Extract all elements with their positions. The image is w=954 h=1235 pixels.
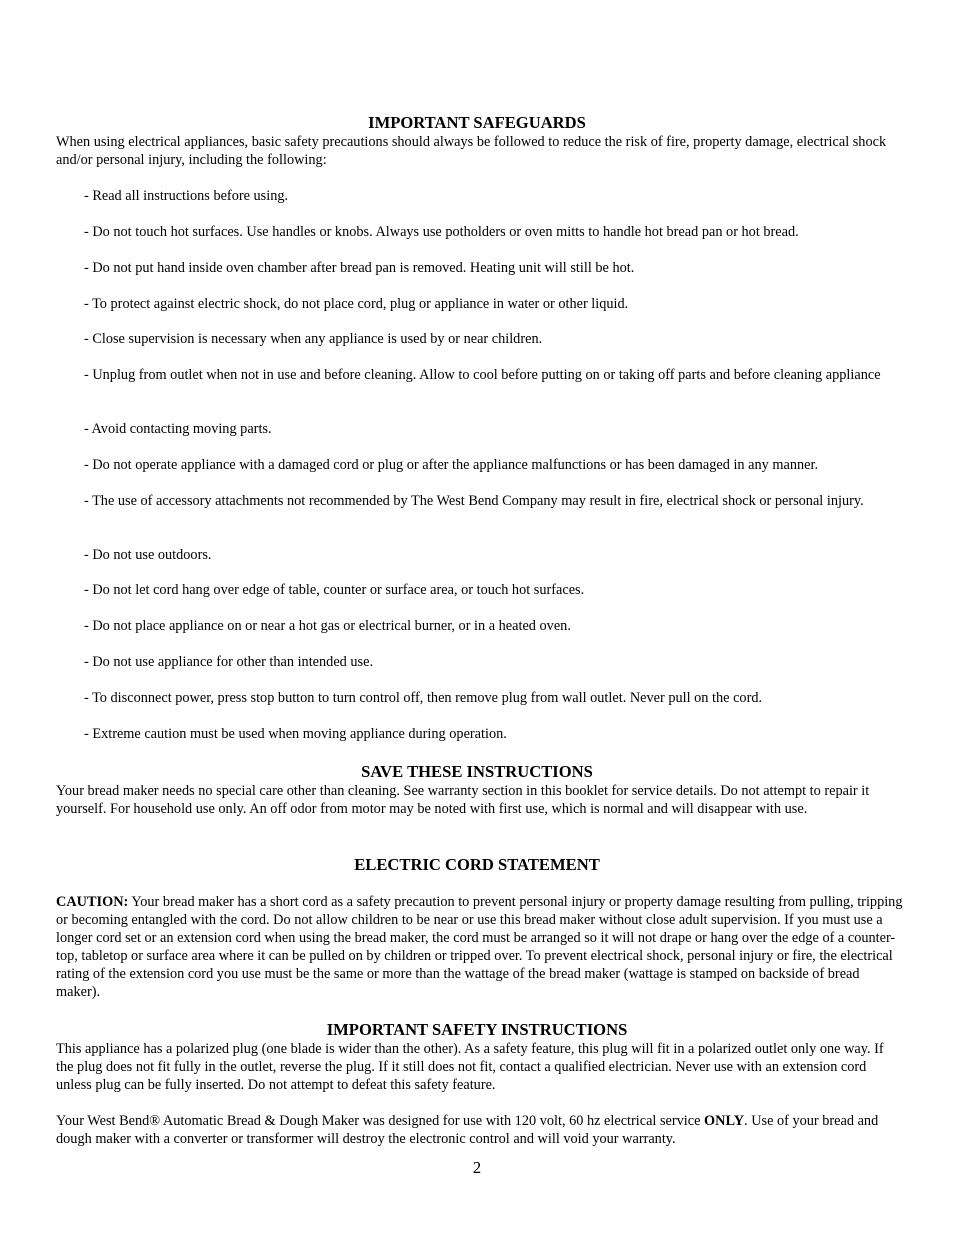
save-instructions-heading: SAVE THESE INSTRUCTIONS [361,762,593,781]
cord-statement-body [56,893,904,1001]
page-number: 2 [472,1158,482,1177]
safeguard-item: - Do not use outdoors. [84,547,212,563]
safeguards-heading: IMPORTANT SAFEGUARDS [368,113,586,132]
safeguard-item: - Read all instructions before using. [84,188,289,204]
safeguard-item: - To protect against electric shock, do not place cord, plug or appliance in water or other liquid. [84,296,629,312]
save-instructions-body: Your bread maker needs no special care other than cleaning. See warranty section in this booklet for service details. Do not attempt to repair it yourself. For household use only. An off odor from motor may be noted with first use, which is normal and will disappear with use. [56,783,870,817]
safeguard-item: - Do not put hand inside oven chamber after bread pan is removed. Heating unit will still be hot. [84,260,635,276]
caution-label: CAUTION: [56,894,129,910]
safeguard-item: - Do not use appliance for other than intended use. [84,654,374,670]
safeguard-item: - The use of accessory attachments not recommended by The West Bend Company may result in fire, electrical shock or personal injury. [84,493,864,509]
cord-statement-text: Your bread maker has a short cord as a safety precaution to prevent personal injury or property damage resulting from pulling, tripping or becoming entangled with the cord. Do not allow children to be near or use this bread maker without close adult supervision. If you must use a longer cord set or an extension cord when using the bread maker, the cord must be arranged so it will not drape or hang over the edge of a counter-top, tabletop or surface area where it can be pulled on by children or tripped over. To prevent electrical shock, personal injury or fire, the electrical rating of the extension cord you use must be the same or more than the wattage of the bread maker (wattage is stamped on backside of bread maker). [56,894,903,1000]
cord-statement-heading: ELECTRIC CORD STATEMENT [354,855,600,874]
safeguard-item: - To disconnect power, press stop button to turn control off, then remove plug from wall outlet. Never pull on the cord. [84,690,763,706]
safeguard-item: - Close supervision is necessary when any appliance is used by or near children. [84,331,543,347]
electrical-service-emphasis: ONLY [704,1113,745,1129]
safeguard-item: - Extreme caution must be used when moving appliance during operation. [84,726,507,742]
electrical-service-text-start: Your West Bend® Automatic Bread & Dough Maker was designed for use with 120 volt, 60 hz electrical service [56,1113,705,1129]
polarized-plug-text: This appliance has a polarized plug (one blade is wider than the other). As a safety feature, this plug will fit in a polarized outlet only one way. If the plug does not fit fully in the outlet, reverse the plug. If it still does not fit, contact a qualified electrician. Never use with an extension cord unless plug can be fully inserted. Do not attempt to defeat this safety feature. [56,1041,884,1093]
safeguard-item: - Avoid contacting moving parts. [84,421,272,437]
electrical-service-text [56,1112,904,1148]
safeguard-item: - Do not place appliance on or near a hot gas or electrical burner, or in a heated oven. [84,618,571,634]
safeguards-intro: When using electrical appliances, basic safety precautions should always be followed to reduce the risk of fire, property damage, electrical shock and/or personal injury, including the following: [56,134,887,168]
electrical-service-text-end: . Use of your bread and dough maker with a converter or transformer will destroy the electronic control and will void your warranty. [56,1113,879,1147]
safety-instructions-heading: IMPORTANT SAFETY INSTRUCTIONS [326,1020,628,1039]
safeguard-item: - Do not touch hot surfaces. Use handles or knobs. Always use potholders or oven mitts to handle hot bread pan or hot bread. [84,224,799,240]
safeguard-item: - Do not operate appliance with a damaged cord or plug or after the appliance malfunctions or has been damaged in any manner. [84,457,819,473]
safeguard-item: - Unplug from outlet when not in use and before cleaning. Allow to cool before putting on or taking off parts and before cleaning appliance [84,367,881,383]
safeguard-item: - Do not let cord hang over edge of table, counter or surface area, or touch hot surfaces. [84,582,585,598]
